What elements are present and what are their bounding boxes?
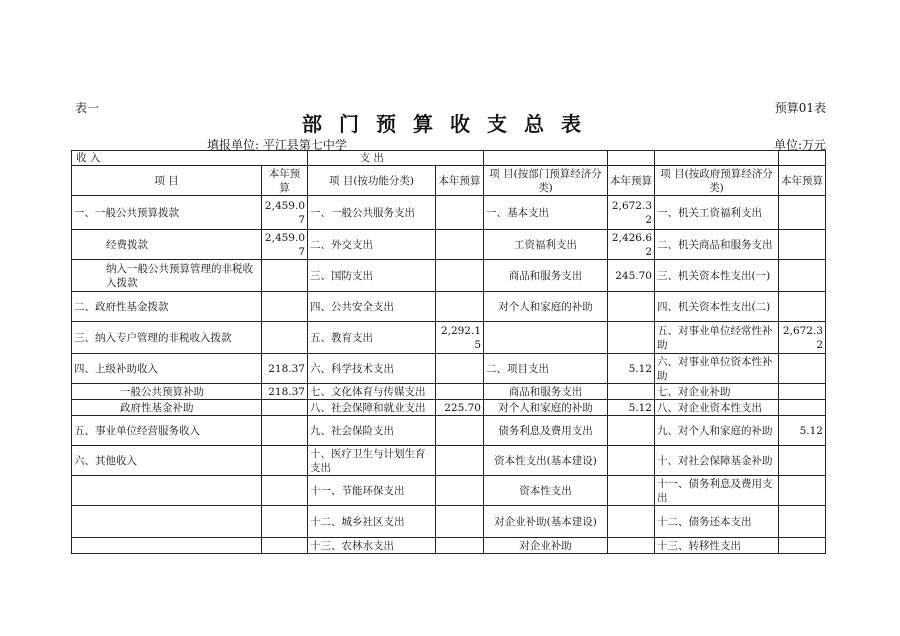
income-item-cell	[72, 538, 262, 554]
dept-amount-cell: 2,672.32	[608, 196, 655, 230]
income-item-cell: 一般公共预算补助	[72, 384, 262, 400]
dept-amount-cell	[608, 506, 655, 538]
income-amount-cell	[262, 400, 308, 416]
income-amount-cell	[262, 292, 308, 322]
header-year-budget: 本年预算	[608, 166, 655, 196]
gov-item-cell: 一、机关工资福利支出	[655, 196, 779, 230]
func-amount-cell	[436, 260, 484, 292]
dept-amount-cell: 2,426.62	[608, 230, 655, 260]
income-amount-cell	[262, 446, 308, 476]
dept-item-cell: 债务利息及费用支出	[484, 416, 608, 446]
table-row	[72, 400, 826, 416]
table-row	[72, 446, 826, 476]
category-header-row	[72, 151, 826, 166]
func-item-cell: 六、科学技术支出	[308, 354, 436, 384]
gov-item-cell: 十三、转移性支出	[655, 538, 779, 554]
func-amount-cell: 2,292.15	[436, 322, 484, 354]
table-row	[72, 384, 826, 400]
expense-category-blank	[608, 151, 655, 166]
income-amount-cell	[262, 506, 308, 538]
income-item-cell: 一、一般公共预算拨款	[72, 196, 262, 230]
func-amount-cell: 225.70	[436, 400, 484, 416]
income-item-cell: 三、纳入专户管理的非税收入拨款	[72, 322, 262, 354]
gov-amount-cell	[779, 446, 826, 476]
income-amount-cell	[262, 322, 308, 354]
gov-amount-cell	[779, 476, 826, 506]
fill-unit-label: 填报单位: 平江县第七中学	[207, 138, 347, 152]
income-amount-cell: 2,459.07	[262, 230, 308, 260]
func-item-cell: 十二、城乡社区支出	[308, 506, 436, 538]
gov-amount-cell	[779, 196, 826, 230]
func-item-cell: 七、文化体育与传媒支出	[308, 384, 436, 400]
income-item-cell: 纳入一般公共预算管理的非税收入拨款	[72, 260, 262, 292]
func-amount-cell	[436, 506, 484, 538]
expense-category-blank	[436, 151, 484, 166]
dept-item-cell: 对个人和家庭的补助	[484, 292, 608, 322]
expense-category-blank	[655, 151, 779, 166]
dept-amount-cell	[608, 446, 655, 476]
table-row	[72, 416, 826, 446]
income-amount-cell: 218.37	[262, 384, 308, 400]
gov-amount-cell	[779, 538, 826, 554]
income-amount-cell: 2,459.07	[262, 196, 308, 230]
dept-item-cell: 资本性支出	[484, 476, 608, 506]
gov-item-cell: 十二、债务还本支出	[655, 506, 779, 538]
income-amount-cell	[262, 538, 308, 554]
gov-item-cell: 三、机关资本性支出(一)	[655, 260, 779, 292]
dept-amount-cell	[608, 384, 655, 400]
income-amount-cell	[262, 416, 308, 446]
dept-amount-cell: 5.12	[608, 400, 655, 416]
table-row	[72, 476, 826, 506]
gov-amount-cell	[779, 230, 826, 260]
income-item-cell: 四、上级补助收入	[72, 354, 262, 384]
dept-amount-cell	[608, 476, 655, 506]
dept-amount-cell	[608, 292, 655, 322]
income-item-cell: 六、其他收入	[72, 446, 262, 476]
gov-item-cell: 八、对企业资本性支出	[655, 400, 779, 416]
header-year-budget: 本年预算	[779, 166, 826, 196]
header-func-item: 项 目(按功能分类)	[308, 166, 436, 196]
dept-amount-cell: 5.12	[608, 354, 655, 384]
table-row	[72, 292, 826, 322]
gov-amount-cell	[779, 354, 826, 384]
table-row	[72, 354, 826, 384]
dept-item-cell: 二、项目支出	[484, 354, 608, 384]
dept-item-cell	[484, 322, 608, 354]
income-category-cell: 收 入	[72, 151, 308, 166]
func-item-cell: 十三、农林水支出	[308, 538, 436, 554]
dept-item-cell: 商品和服务支出	[484, 260, 608, 292]
func-amount-cell	[436, 354, 484, 384]
income-item-cell: 五、事业单位经营服务收入	[72, 416, 262, 446]
unit-label: 单位:万元	[773, 138, 826, 152]
func-amount-cell	[436, 538, 484, 554]
gov-item-cell: 五、对事业单位经常性补助	[655, 322, 779, 354]
gov-item-cell: 九、对个人和家庭的补助	[655, 416, 779, 446]
expense-category-blank	[484, 151, 608, 166]
dept-item-cell: 工资福利支出	[484, 230, 608, 260]
gov-amount-cell: 5.12	[779, 416, 826, 446]
page-title: 部门预算收支总表	[302, 112, 598, 136]
table-row	[72, 538, 826, 554]
func-item-cell: 十一、节能环保支出	[308, 476, 436, 506]
gov-item-cell: 四、机关资本性支出(二)	[655, 292, 779, 322]
gov-amount-cell: 2,672.32	[779, 322, 826, 354]
header-item: 项 目	[72, 166, 262, 196]
expense-category-cell: 支 出	[308, 151, 436, 166]
income-item-cell: 政府性基金补助	[72, 400, 262, 416]
func-item-cell: 八、社会保障和就业支出	[308, 400, 436, 416]
income-item-cell: 经费拨款	[72, 230, 262, 260]
func-amount-cell	[436, 384, 484, 400]
table-row	[72, 506, 826, 538]
gov-item-cell: 十一、债务利息及费用支出	[655, 476, 779, 506]
func-item-cell: 三、国防支出	[308, 260, 436, 292]
header-dept-item: 项 目(按部门预算经济分类)	[484, 166, 608, 196]
budget-table	[71, 150, 826, 554]
func-amount-cell	[436, 416, 484, 446]
func-item-cell: 五、教育支出	[308, 322, 436, 354]
func-amount-cell	[436, 196, 484, 230]
income-amount-cell: 218.37	[262, 354, 308, 384]
dept-item-cell: 商品和服务支出	[484, 384, 608, 400]
header-year-budget: 本年预算	[262, 166, 308, 196]
gov-amount-cell	[779, 506, 826, 538]
income-amount-cell	[262, 476, 308, 506]
income-amount-cell	[262, 260, 308, 292]
gov-amount-cell	[779, 260, 826, 292]
gov-item-cell: 七、对企业补助	[655, 384, 779, 400]
table-row	[72, 260, 826, 292]
header-year-budget: 本年预算	[436, 166, 484, 196]
table-row	[72, 230, 826, 260]
dept-item-cell: 对个人和家庭的补助	[484, 400, 608, 416]
header-gov-item: 项 目(按政府预算经济分类)	[655, 166, 779, 196]
dept-item-cell: 对企业补助(基本建设)	[484, 506, 608, 538]
func-amount-cell	[436, 446, 484, 476]
func-item-cell: 九、社会保险支出	[308, 416, 436, 446]
budget-number-label: 预算01表	[774, 101, 826, 115]
dept-item-cell: 一、基本支出	[484, 196, 608, 230]
gov-amount-cell	[779, 384, 826, 400]
gov-item-cell: 十、对社会保障基金补助	[655, 446, 779, 476]
income-item-cell	[72, 506, 262, 538]
gov-item-cell: 二、机关商品和服务支出	[655, 230, 779, 260]
dept-amount-cell	[608, 322, 655, 354]
func-item-cell: 二、外交支出	[308, 230, 436, 260]
dept-item-cell: 对企业补助	[484, 538, 608, 554]
gov-item-cell: 六、对事业单位资本性补助	[655, 354, 779, 384]
func-amount-cell	[436, 292, 484, 322]
dept-amount-cell	[608, 416, 655, 446]
dept-item-cell: 资本性支出(基本建设)	[484, 446, 608, 476]
func-item-cell: 十、医疗卫生与计划生育支出	[308, 446, 436, 476]
func-amount-cell	[436, 230, 484, 260]
dept-amount-cell	[608, 538, 655, 554]
func-item-cell: 四、公共安全支出	[308, 292, 436, 322]
table-number-label: 表一	[75, 101, 100, 115]
table-row	[72, 196, 826, 230]
gov-amount-cell	[779, 400, 826, 416]
table-row	[72, 322, 826, 354]
dept-amount-cell: 245.70	[608, 260, 655, 292]
gov-amount-cell	[779, 292, 826, 322]
income-item-cell: 二、政府性基金拨款	[72, 292, 262, 322]
income-item-cell	[72, 476, 262, 506]
func-amount-cell	[436, 476, 484, 506]
expense-category-blank	[779, 151, 826, 166]
column-header-row	[72, 166, 826, 196]
func-item-cell: 一、一般公共服务支出	[308, 196, 436, 230]
